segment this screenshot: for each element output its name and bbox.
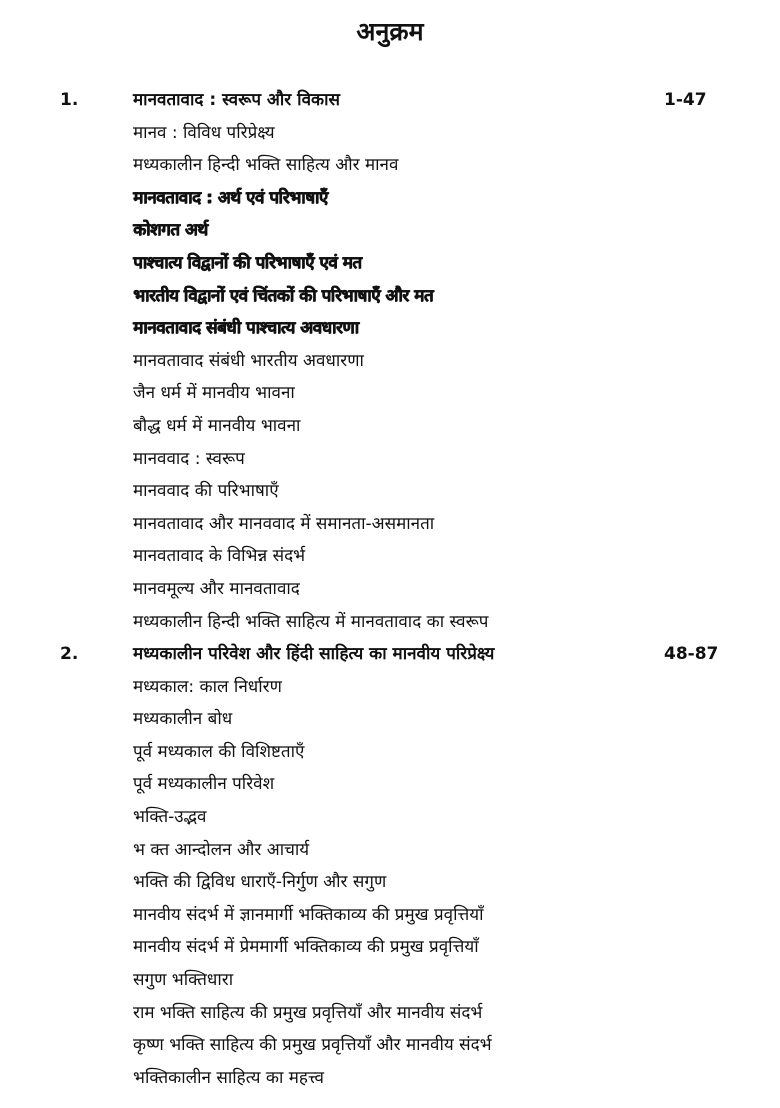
section-title: मानवीय संदर्भ में ज्ञानमार्गी भक्तिकाव्य की प्रमुख प्रवृत्तियाँ (133, 904, 484, 925)
section-title: मानवतावाद संबंधी भारतीय अवधारणा (133, 350, 364, 371)
section-title: मानवतावाद संबंधी पाश्चात्य अवधारणा (133, 318, 359, 339)
toc-list-item (0, 214, 780, 247)
chapter-title: मानवतावाद : स्वरूप और विकास (133, 90, 340, 110)
toc-list-item (0, 997, 780, 1030)
section-title: भारतीय विद्वानों एवं चिंतकों की परिभाषाएँ और मत (133, 285, 433, 306)
toc-list-item (0, 573, 780, 606)
chapter-heading-row (0, 84, 780, 117)
toc-list-item (0, 377, 780, 410)
section-title: मानवतावाद : अर्थ एवं परिभाषाएँ (133, 187, 328, 208)
chapter-number: 2. (60, 644, 79, 665)
section-title: मानवतावाद और मानववाद में समानता-असमानता (133, 513, 435, 534)
toc-list-item (0, 736, 780, 769)
section-title: पाश्चात्य विद्वानों की परिभाषाएँ एवं मत (133, 252, 362, 273)
toc-list-item (0, 866, 780, 899)
toc-list-item (0, 801, 780, 834)
section-title: मानवतावाद के विभिन्न संदर्भ (133, 546, 306, 567)
chapter-heading-row (0, 638, 780, 671)
toc-list-item (0, 410, 780, 443)
section-title: मध्यकालीन हिन्दी भक्ति साहित्य में मानवतावाद का स्वरूप (133, 611, 489, 632)
toc-list-item (0, 606, 780, 639)
toc-list-item (0, 312, 780, 345)
section-title: भक्ति-उद्भव (133, 807, 207, 828)
section-title: कृष्ण भक्ति साहित्य की प्रमुख प्रवृत्तियाँ और मानवीय संदर्भ (133, 1035, 492, 1056)
section-title: मध्यकालीन बोध (133, 709, 233, 730)
chapter-number: 1. (60, 90, 79, 110)
toc-list-item (0, 182, 780, 215)
toc-list-item (0, 703, 780, 736)
toc-list-item (0, 899, 780, 932)
toc-list-item (0, 117, 780, 150)
section-title: कोशगत अर्थ (133, 220, 208, 241)
section-title: बौद्ध धर्म में मानवीय भावना (133, 415, 301, 436)
toc-list-item (0, 540, 780, 573)
toc-list-item (0, 768, 780, 801)
section-title: पूर्व मध्यकाल की विशिष्टताएँ (133, 741, 305, 762)
section-title: भक्तिकालीन साहित्य का महत्त्व (133, 1067, 324, 1088)
chapter-page-range: 48-87 (664, 644, 719, 665)
section-title: मानववाद की परिभाषाएँ (133, 481, 279, 502)
table-of-contents (0, 84, 780, 1094)
toc-list-item (0, 671, 780, 704)
toc-list-item (0, 149, 780, 182)
section-title: मध्यकालीन हिन्दी भक्ति साहित्य और मानव (133, 155, 399, 176)
section-title: भक्ति की द्विविध धाराएँ-निर्गुण और सगुण (133, 872, 387, 893)
section-title: जैन धर्म में मानवीय भावना (133, 383, 295, 404)
section-title: भ क्त आन्दोलन और आचार्य (133, 839, 310, 860)
section-title: मानववाद : स्वरूप (133, 448, 245, 469)
section-title: राम भक्ति साहित्य की प्रमुख प्रवृत्तियाँ और मानवीय संदर्भ (133, 1002, 483, 1023)
toc-list-item (0, 931, 780, 964)
section-title: मानवमूल्य और मानवतावाद (133, 578, 300, 599)
toc-list-item (0, 1062, 780, 1095)
toc-list-item (0, 964, 780, 997)
toc-list-item (0, 508, 780, 541)
chapter-title: मध्यकालीन परिवेश और हिंदी साहित्य का मानवीय परिप्रेक्ष्य (133, 644, 495, 665)
toc-list-item (0, 1029, 780, 1062)
section-title: सगुण भक्तिधारा (133, 970, 234, 991)
chapter-page-range: 1-47 (664, 90, 707, 110)
section-title: मानव : विविध परिप्रेक्ष्य (133, 122, 275, 143)
section-title: मानवीय संदर्भ में प्रेममार्गी भक्तिकाव्य की प्रमुख प्रवृत्तियाँ (133, 937, 479, 958)
toc-list-item (0, 443, 780, 476)
toc-list-item (0, 247, 780, 280)
page-title: अनुक्रम (356, 17, 424, 46)
toc-list-item (0, 280, 780, 313)
toc-list-item (0, 834, 780, 867)
section-title: पूर्व मध्यकालीन परिवेश (133, 774, 275, 795)
toc-list-item (0, 475, 780, 508)
toc-list-item (0, 345, 780, 378)
section-title: मध्यकाल: काल निर्धारण (133, 676, 282, 697)
